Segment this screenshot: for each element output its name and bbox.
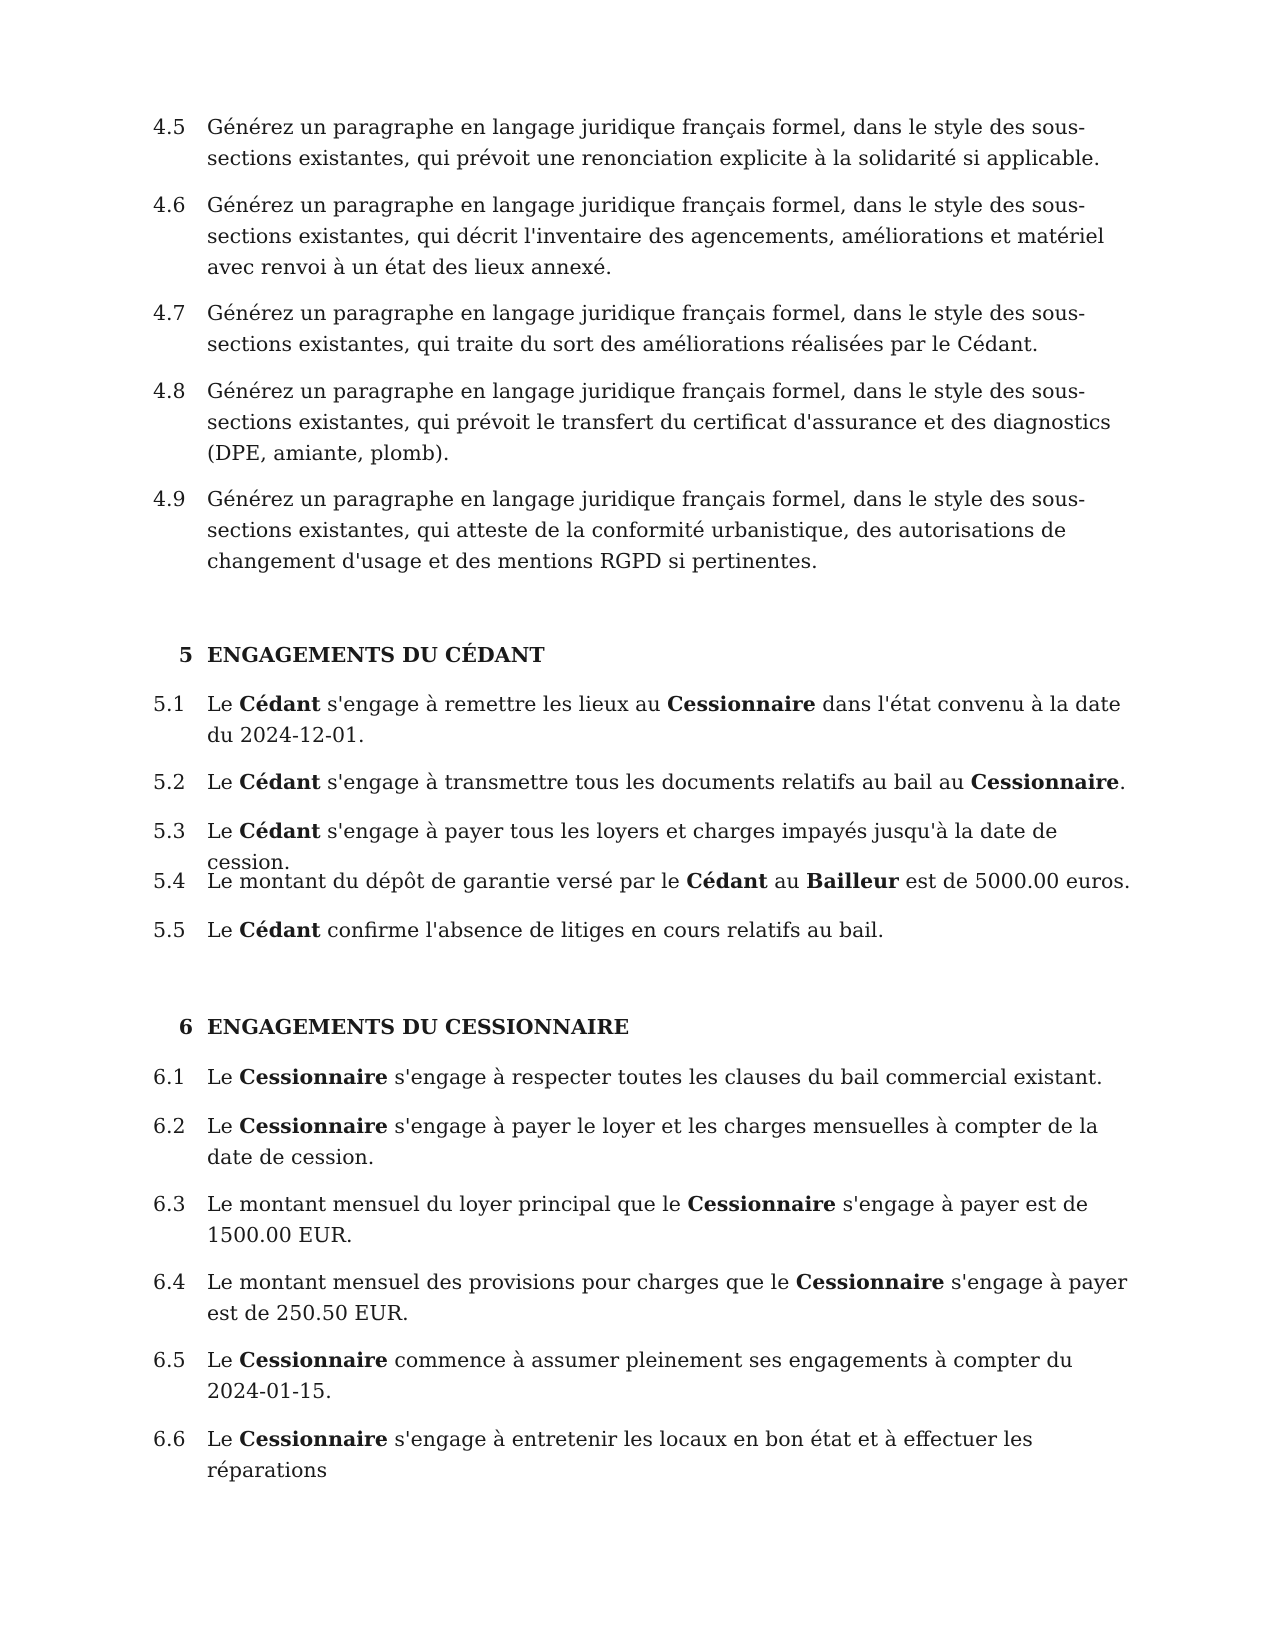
section-title: ENGAGEMENTS DU CESSIONNAIRE	[207, 1015, 630, 1039]
section-heading-6	[153, 1012, 1133, 1043]
clause-number: 4.9	[153, 487, 186, 511]
clause-text: Le Cédant confirme l'absence de litiges en cours relatifs au bail.	[207, 918, 884, 942]
party-name: Cédant	[239, 819, 321, 843]
clause-number: 4.6	[153, 193, 186, 217]
clause-text: Générez un paragraphe en langage juridique français formel, dans le style des sous-sections existantes, qui traite du sort des améliorations réalisées par le Cédant.	[207, 301, 1086, 356]
clause-number: 6.2	[153, 1114, 186, 1138]
clause-4-5	[153, 112, 1133, 174]
clause-4-7	[153, 298, 1133, 360]
party-name: Cessionnaire	[239, 1065, 388, 1089]
clause-number: 4.7	[153, 301, 186, 325]
clause-5-5	[153, 915, 1133, 946]
clause-4-8	[153, 376, 1133, 469]
clause-text: Le Cédant s'engage à payer tous les loyers et charges impayés jusqu'à la date de cession.	[207, 819, 1058, 874]
clause-6-1	[153, 1062, 1133, 1093]
clause-text: Le Cédant s'engage à transmettre tous les documents relatifs au bail au Cessionnaire.	[207, 770, 1126, 794]
clause-text: Le montant mensuel des provisions pour charges que le Cessionnaire s'engage à payer est de 250.50 EUR.	[207, 1270, 1128, 1325]
clause-5-2	[153, 767, 1133, 798]
clause-number: 4.5	[153, 115, 186, 139]
clause-number: 6.1	[153, 1065, 186, 1089]
clause-number: 5.1	[153, 692, 186, 716]
clause-number: 5.4	[153, 869, 186, 893]
clause-text: Générez un paragraphe en langage juridique français formel, dans le style des sous-sections existantes, qui prévoit une renonciation explicite à la solidarité si applicable.	[207, 115, 1101, 170]
clause-number: 5.5	[153, 918, 186, 942]
party-name: Cessionnaire	[667, 692, 816, 716]
party-name: Cédant	[239, 692, 321, 716]
clause-number: 6.4	[153, 1270, 186, 1294]
clause-number: 6.3	[153, 1192, 186, 1216]
clause-number: 5.2	[153, 770, 186, 794]
section-heading-5	[153, 640, 1133, 671]
party-name: Bailleur	[806, 869, 899, 893]
party-name: Cessionnaire	[687, 1192, 837, 1216]
clause-6-2	[153, 1111, 1133, 1173]
section-number: 5	[178, 643, 193, 667]
clause-text: Le Cessionnaire s'engage à payer le loyer et les charges mensuelles à compter de la date de cession.	[207, 1114, 1099, 1169]
party-name: Cessionnaire	[239, 1348, 388, 1372]
clause-4-9	[153, 484, 1133, 577]
clause-4-6	[153, 190, 1133, 283]
clause-6-3	[153, 1189, 1133, 1251]
party-name: Cédant	[239, 918, 321, 942]
party-name: Cessionnaire	[970, 770, 1120, 794]
party-name: Cédant	[239, 770, 321, 794]
clause-text: Générez un paragraphe en langage juridique français formel, dans le style des sous-sections existantes, qui prévoit le transfert du certificat d'assurance et des diagnostics (DPE, amiante, plomb).	[207, 379, 1111, 465]
clause-text: Le Cessionnaire s'engage à entretenir les locaux en bon état et à effectuer les réparations	[207, 1427, 1033, 1482]
party-name: Cédant	[686, 869, 768, 893]
clause-number: 5.3	[153, 819, 186, 843]
section-title: ENGAGEMENTS DU CÉDANT	[207, 643, 545, 667]
clause-text: Générez un paragraphe en langage juridique français formel, dans le style des sous-sections existantes, qui atteste de la conformité urbanistique, des autorisations de changement d'usage et des mentions RGPD si pertinentes.	[207, 487, 1086, 573]
clause-text: Générez un paragraphe en langage juridique français formel, dans le style des sous-sections existantes, qui décrit l'inventaire des agencements, améliorations et matériel avec renvoi à un état des lieux annexé.	[207, 193, 1105, 279]
clause-6-4	[153, 1267, 1133, 1329]
party-name: Cessionnaire	[239, 1114, 388, 1138]
clause-5-1	[153, 689, 1133, 751]
party-name: Cessionnaire	[795, 1270, 945, 1294]
clause-text: Le Cédant s'engage à remettre les lieux au Cessionnaire dans l'état convenu à la date du 2024-12-01.	[207, 692, 1121, 747]
clause-6-5	[153, 1345, 1133, 1407]
clause-text: Le montant mensuel du loyer principal que le Cessionnaire s'engage à payer est de 1500.00 EUR.	[207, 1192, 1088, 1247]
clause-5-4	[153, 866, 1133, 897]
section-number: 6	[178, 1015, 193, 1039]
clause-6-6	[153, 1424, 1133, 1486]
clause-text: Le montant du dépôt de garantie versé par le Cédant au Bailleur est de 5000.00 euros.	[207, 869, 1131, 893]
clause-number: 4.8	[153, 379, 186, 403]
party-name: Cessionnaire	[239, 1427, 388, 1451]
clause-number: 6.5	[153, 1348, 186, 1372]
clause-number: 6.6	[153, 1427, 186, 1451]
clause-text: Le Cessionnaire commence à assumer pleinement ses engagements à compter du 2024-01-15.	[207, 1348, 1073, 1403]
clause-text: Le Cessionnaire s'engage à respecter toutes les clauses du bail commercial existant.	[207, 1065, 1103, 1089]
